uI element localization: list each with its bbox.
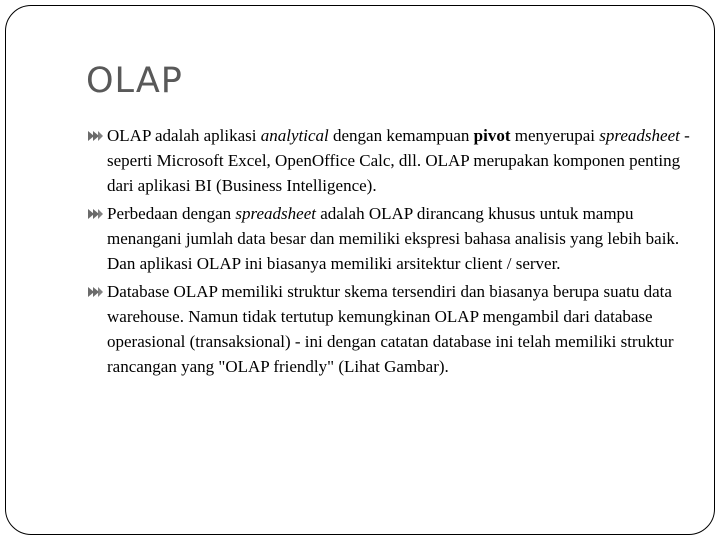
bullet-list [86, 123, 696, 382]
bullet-arrow-icon [87, 286, 104, 298]
bullet-arrow-icon [87, 130, 104, 142]
bullet-arrow-icon [87, 208, 104, 220]
bullet-text-bold: pivot [473, 126, 511, 145]
bullet-text: Database OLAP memiliki struktur skema tersendiri dan biasanya berupa suatu data warehouse. Namun tidak tertutup kemungkinan OLAP mengambil dari database operasional (transaksional) - ini dengan catatan database ini telah memiliki struktur rancangan yang "OLAP friendly" (Lihat Gambar). [107, 282, 674, 376]
bullet-text-italic: spreadsheet [235, 204, 316, 223]
bullet-item [86, 201, 696, 276]
slide-title: OLAP [86, 61, 183, 101]
bullet-text: adalah OLAP dirancang khusus untuk mampu menangani jumlah data besar dan memiliki ekspresi bahasa analisis yang lebih baik. Dan aplikasi OLAP ini biasanya memiliki arsitektur client / server. [107, 204, 680, 273]
bullet-text: OLAP adalah aplikasi [107, 126, 261, 145]
bullet-text-italic: spreadsheet [599, 126, 680, 145]
bullet-text: Perbedaan dengan [107, 204, 236, 223]
bullet-item [86, 123, 696, 198]
bullet-text-italic: analytical [260, 126, 329, 145]
bullet-item [86, 279, 696, 379]
bullet-text: menyerupai [510, 126, 600, 145]
slide-frame [5, 5, 715, 535]
bullet-text: - seperti Microsoft Excel, OpenOffice Calc, dll. OLAP merupakan komponen penting dari aplikasi BI (Business Intelligence). [107, 126, 690, 195]
bullet-text: dengan kemampuan [328, 126, 474, 145]
